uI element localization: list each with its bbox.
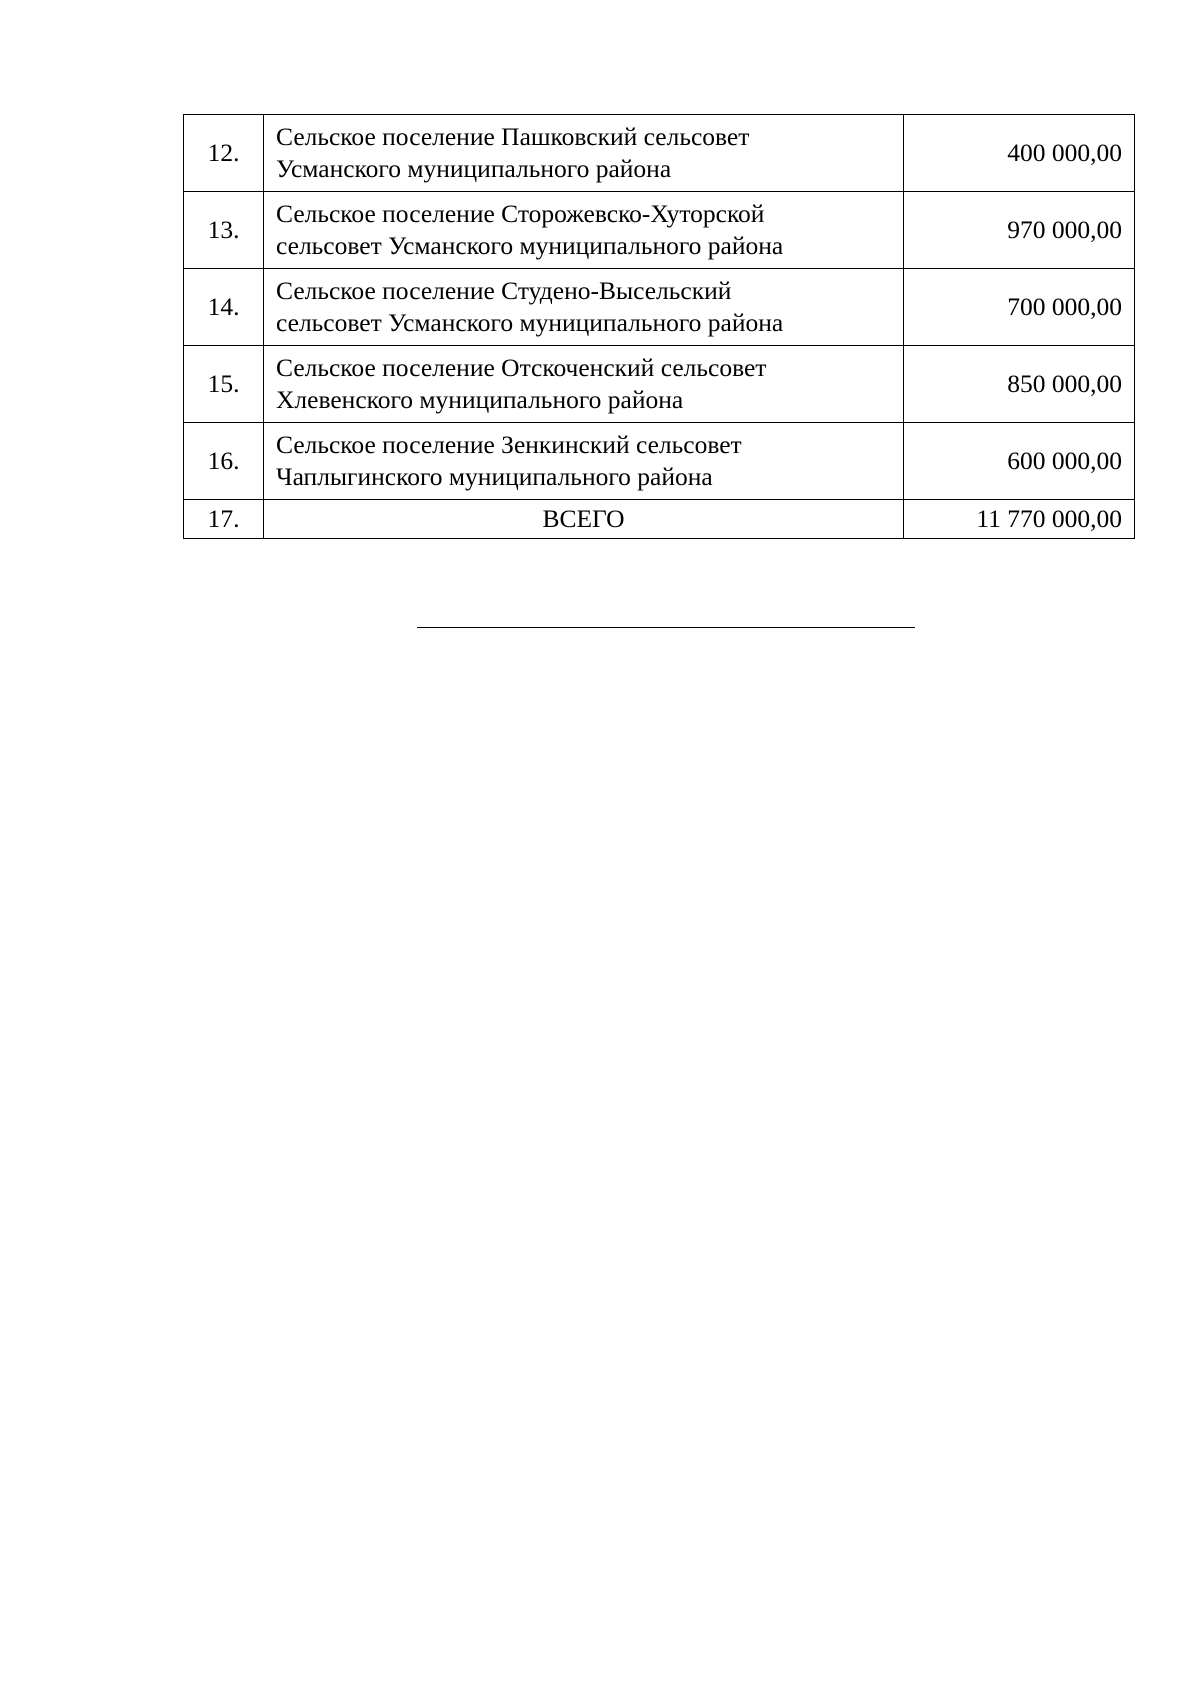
- settlement-name: [264, 346, 904, 423]
- row-amount: 970 000,00: [904, 192, 1135, 269]
- settlement-name-line: Сельское поселение Сторожевско-Хуторской: [276, 199, 765, 228]
- row-number: 16.: [184, 423, 264, 500]
- row-amount: 400 000,00: [904, 115, 1135, 192]
- end-of-document-line: [417, 627, 915, 628]
- settlement-name-line: Сельское поселение Зенкинский сельсовет: [276, 430, 742, 459]
- row-amount: 700 000,00: [904, 269, 1135, 346]
- settlement-name-line: Сельское поселение Студено-Высельский: [276, 276, 732, 305]
- allocation-table: [183, 114, 1135, 539]
- settlement-name: [264, 115, 904, 192]
- settlement-name-line: Сельское поселение Отскоченский сельсовет: [276, 353, 767, 382]
- settlement-name-line: Хлевенского муниципального района: [276, 385, 684, 414]
- settlement-name: [264, 192, 904, 269]
- row-number: 15.: [184, 346, 264, 423]
- settlement-name: [264, 269, 904, 346]
- total-row-number: 17.: [184, 500, 264, 539]
- row-number: 13.: [184, 192, 264, 269]
- settlement-name-line: Усманского муниципального района: [276, 154, 672, 183]
- row-number: 12.: [184, 115, 264, 192]
- settlement-name-line: сельсовет Усманского муниципального района: [276, 231, 784, 260]
- settlement-name-line: Сельское поселение Пашковский сельсовет: [276, 122, 750, 151]
- table-row: [184, 423, 1135, 500]
- settlement-name: [264, 423, 904, 500]
- table-row: [184, 269, 1135, 346]
- table-row: [184, 115, 1135, 192]
- row-amount: 850 000,00: [904, 346, 1135, 423]
- total-label: ВСЕГО: [264, 500, 904, 539]
- settlement-name-line: Чаплыгинского муниципального района: [276, 462, 713, 491]
- settlement-name-line: сельсовет Усманского муниципального района: [276, 308, 784, 337]
- total-amount: 11 770 000,00: [904, 500, 1135, 539]
- table-row: [184, 192, 1135, 269]
- table-row: [184, 346, 1135, 423]
- row-number: 14.: [184, 269, 264, 346]
- row-amount: 600 000,00: [904, 423, 1135, 500]
- total-row: [184, 500, 1135, 539]
